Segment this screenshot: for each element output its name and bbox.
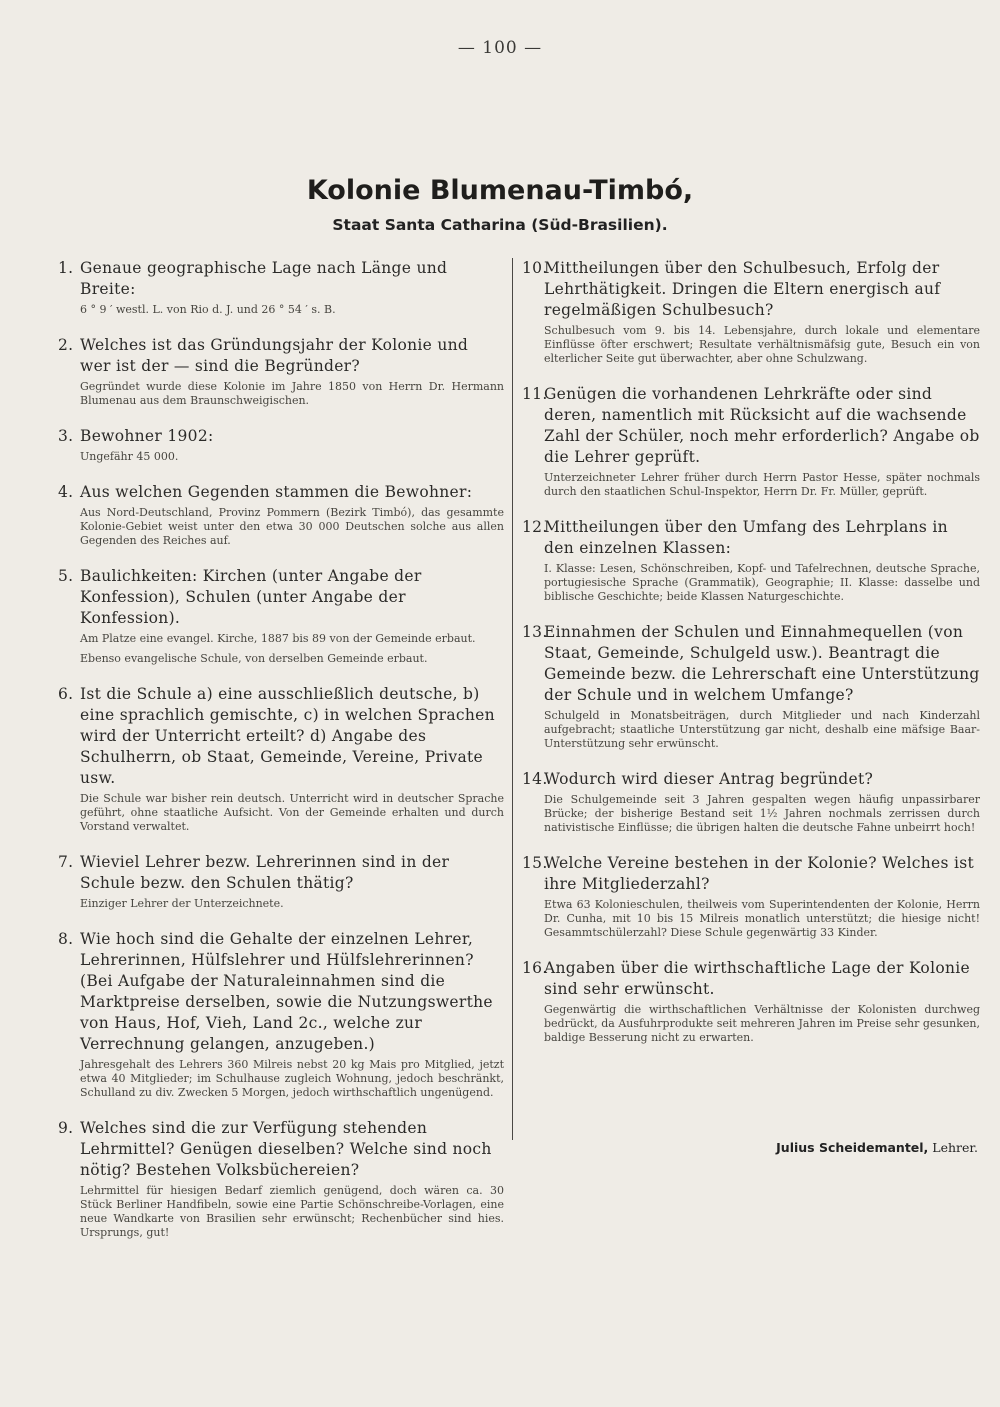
question xyxy=(58,482,504,503)
question-text: Mittheilungen über den Umfang des Lehrplans in den einzelnen Klassen: xyxy=(544,518,948,557)
question-number: 7. xyxy=(58,853,74,871)
answer: I. Klasse: Lesen, Schönschreiben, Kopf- und Tafelrechnen, deutsche Sprache, portugiesische Sprache (Grammatik), Geographie; II. Klasse: dasselbe und biblische Geschichte; beide Klassen Naturgeschichte. xyxy=(544,562,980,603)
question xyxy=(522,958,980,1000)
question-text: Wie hoch sind die Gehalte der einzelnen Lehrer, Lehrerinnen, Hülfslehrer und Hülfslehrerinnen? (Bei Aufgabe der Naturaleinnahmen sind die Marktpreise derselben, sowie die Nutzungswerthe von Haus, Hof, Vieh, Land 2c., welche zur Verrechnung gelangen, anzugeben.) xyxy=(80,930,493,1053)
answer: Schulbesuch vom 9. bis 14. Lebensjahre, durch lokale und elementare Einflüsse öfter erschwert; Resultate verhältnismäfsig gute, Besuch ein von elterlicher Seite gut überwachter, aber ohne Schulzwang. xyxy=(544,324,980,365)
question xyxy=(58,852,504,894)
question-text: Genügen die vorhandenen Lehrkräfte oder sind deren, namentlich mit Rücksicht auf die wachsende Zahl der Schüler, noch mehr erforderlich? Angabe ob die Lehrer geprüft. xyxy=(544,385,980,466)
question xyxy=(522,258,980,321)
answer: Aus Nord-Deutschland, Provinz Pommern (Bezirk Timbó), das gesammte Kolonie-Gebiet weist unter den etwa 30 000 Deutschen solche aus allen Gegenden des Reiches auf. xyxy=(80,506,504,547)
question-number: 9. xyxy=(58,1119,74,1137)
question xyxy=(58,426,504,447)
question xyxy=(58,258,504,300)
right-column xyxy=(522,258,980,1063)
left-column xyxy=(58,258,504,1258)
question-number: 14. xyxy=(522,770,548,788)
question-number: 4. xyxy=(58,483,74,501)
question-text: Welche Vereine bestehen in der Kolonie? Welches ist ihre Mitgliederzahl? xyxy=(544,854,975,893)
question-number: 2. xyxy=(58,336,74,354)
page-subtitle: Staat Santa Catharina (Süd-Brasilien). xyxy=(332,216,668,234)
question xyxy=(58,929,504,1055)
question-number: 10. xyxy=(522,259,548,277)
answer: Unterzeichneter Lehrer früher durch Herrn Pastor Hesse, später nochmals durch den staatlichen Schul-Inspektor, Herrn Dr. Fr. Müller, geprüft. xyxy=(544,471,980,498)
page-number: — 100 — xyxy=(457,38,543,58)
question-text: Ist die Schule a) eine ausschließlich deutsche, b) eine sprachlich gemischte, c) in welchen Sprachen wird der Unterricht erteilt? d) Angabe des Schulherrn, ob Staat, Gemeinde, Vereine, Private usw. xyxy=(80,685,495,787)
question xyxy=(522,769,980,790)
answer: Am Platze eine evangel. Kirche, 1887 bis 89 von der Gemeinde erbaut. xyxy=(80,632,476,645)
question-text: Aus welchen Gegenden stammen die Bewohner: xyxy=(80,483,473,501)
question-number: 8. xyxy=(58,930,74,948)
question-text: Mittheilungen über den Schulbesuch, Erfolg der Lehrthätigkeit. Dringen die Eltern energisch auf regelmäßigen Schulbesuch? xyxy=(544,259,941,319)
question-number: 6. xyxy=(58,685,74,703)
question-text: Welches sind die zur Verfügung stehenden Lehrmittel? Genügen dieselben? Welche sind noch nötig? Bestehen Volksbüchereien? xyxy=(80,1119,492,1179)
question-text: Baulichkeiten: Kirchen (unter Angabe der Konfession), Schulen (unter Angabe der Konfession). xyxy=(80,567,422,627)
answer: Schulgeld in Monatsbeiträgen, durch Mitglieder und nach Kinderzahl aufgebracht; staatliche Unterstützung gar nicht, deshalb eine mäfsige Baar-Unterstützung sehr erwünscht. xyxy=(544,709,980,750)
question-text: Genaue geographische Lage nach Länge und Breite: xyxy=(80,259,448,298)
question-text: Wodurch wird dieser Antrag begründet? xyxy=(544,770,874,788)
question xyxy=(58,1118,504,1181)
answer: Etwa 63 Kolonieschulen, theilweis vom Superintendenten der Kolonie, Herrn Dr. Cunha, mit 10 bis 15 Milreis monatlich unterstützt; die hiesige nicht! Gesammtschülerzahl? Diese Schule gegenwärtig 33 Kinder. xyxy=(544,898,980,939)
answer: 6 ° 9 ′ westl. L. von Rio d. J. und 26 ° 54 ′ s. B. xyxy=(80,303,336,316)
answer: Gegenwärtig die wirthschaftlichen Verhältnisse der Kolonisten durchweg bedrückt, da Ausfuhrprodukte seit mehreren Jahren im Preise sehr gesunken, baldige Besserung nicht zu erwarten. xyxy=(544,1003,980,1044)
question xyxy=(522,384,980,468)
answer: Ungefähr 45 000. xyxy=(80,450,179,463)
answer: Ebenso evangelische Schule, von derselben Gemeinde erbaut. xyxy=(80,652,428,665)
answer: Die Schulgemeinde seit 3 Jahren gespalten wegen häufig unpassirbarer Brücke; der bisherige Bestand seit 1½ Jahren nochmals zerrissen durch nativistische Einflüsse; die übrigen halten die deutsche Fahne unbeirrt hoch! xyxy=(544,793,980,834)
answer: Die Schule war bisher rein deutsch. Unterricht wird in deutscher Sprache geführt, ohne staatliche Aufsicht. Von der Gemeinde erhalten und durch Vorstand verwaltet. xyxy=(80,792,504,833)
question-text: Angaben über die wirthschaftliche Lage der Kolonie sind sehr erwünscht. xyxy=(544,959,970,998)
question xyxy=(522,517,980,559)
question-number: 16. xyxy=(522,959,548,977)
question-number: 5. xyxy=(58,567,74,585)
page-title: Kolonie Blumenau-Timbó, xyxy=(306,175,694,206)
signature xyxy=(776,1140,978,1155)
question-number: 3. xyxy=(58,427,74,445)
question-number: 11. xyxy=(522,385,548,403)
question-number: 13. xyxy=(522,623,548,641)
question-number: 1. xyxy=(58,259,74,277)
question xyxy=(522,853,980,895)
answer: Lehrmittel für hiesigen Bedarf ziemlich genügend, doch wären ca. 30 Stück Berliner Handfibeln, sowie eine Partie Schönschreibe-Vorlagen, eine neue Wandkarte von Brasilien sehr erwünscht; Rechenbücher sind hies. Ursprungs, gut! xyxy=(80,1184,504,1239)
answer: Gegründet wurde diese Kolonie im Jahre 1850 von Herrn Dr. Hermann Blumenau aus dem Braunschweigischen. xyxy=(80,380,504,407)
question-number: 15. xyxy=(522,854,548,872)
column-divider xyxy=(512,258,513,1140)
question-number: 12. xyxy=(522,518,548,536)
question-text: Wieviel Lehrer bezw. Lehrerinnen sind in der Schule bezw. den Schulen thätig? xyxy=(80,853,450,892)
signature-name: Julius Scheidemantel, xyxy=(776,1140,929,1155)
answer: Jahresgehalt des Lehrers 360 Milreis nebst 20 kg Mais pro Mitglied, jetzt etwa 40 Mitglieder; im Schulhause zugleich Wohnung, jedoch beschränkt, Schulland zu div. Zwecken 5 Morgen, jedoch wirthschaftlich ungenügend. xyxy=(80,1058,504,1099)
signature-role: Lehrer. xyxy=(932,1140,978,1155)
question xyxy=(58,566,504,629)
question-text: Welches ist das Gründungsjahr der Kolonie und wer ist der — sind die Begründer? xyxy=(80,336,469,375)
question-text: Einnahmen der Schulen und Einnahmequellen (von Staat, Gemeinde, Schulgeld usw.). Beantragt die Gemeinde bezw. die Lehrerschaft eine Unterstützung der Schule und in welchem Umfange? xyxy=(544,623,980,704)
answer: Einziger Lehrer der Unterzeichnete. xyxy=(80,897,284,910)
question xyxy=(58,335,504,377)
question xyxy=(58,684,504,789)
question xyxy=(522,622,980,706)
question-text: Bewohner 1902: xyxy=(80,427,214,445)
